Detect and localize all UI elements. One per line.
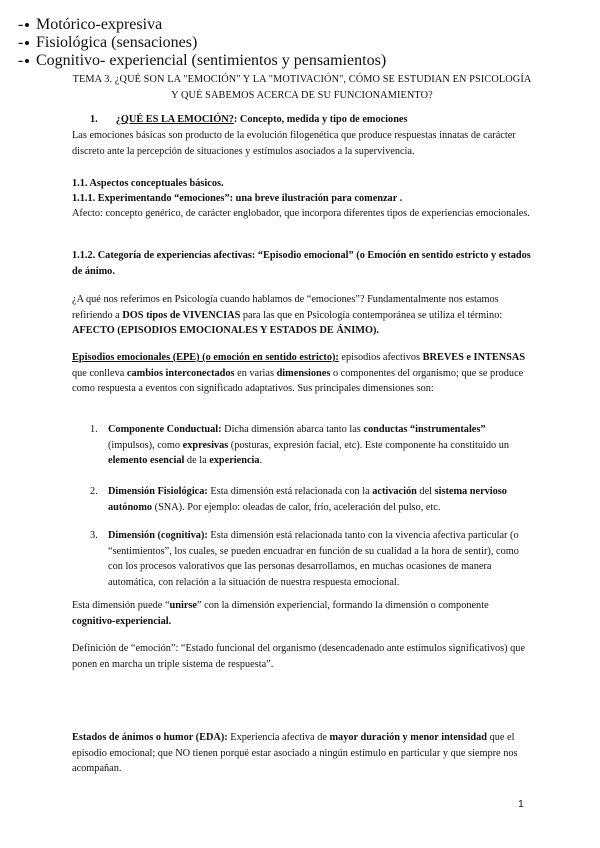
- dimension-lead: Componente Conductual:: [108, 424, 222, 435]
- dimension-lead: Dimensión Fisiológica:: [108, 486, 208, 497]
- dimension-lead: Dimensión (cognitiva):: [108, 530, 208, 541]
- dimension-text-part: Esta dimensión está relacionada con la: [207, 486, 373, 497]
- question-bold-2: AFECTO (EPISODIOS EMOCIONALES Y ESTADOS DE ÁNIMO).: [72, 325, 379, 336]
- dash-bullet: • -: [18, 34, 24, 51]
- union-paragraph: [72, 598, 532, 629]
- epe-text-2: que conlleva: [72, 367, 127, 379]
- dash-bullet: • -: [18, 52, 24, 69]
- mood-states-paragraph: [72, 730, 532, 777]
- mood-bold-1: mayor duración y menor intensidad: [329, 732, 488, 743]
- affect-definition: Afecto: concepto genérico, de carácter englobador, que incorpora diferentes tipos de experiencias emocionales.: [72, 208, 530, 219]
- dimension-text: [108, 422, 532, 469]
- emotion-definition: Definición de “emoción”: “Estado funcional del organismo (desencadenado ante estímulos significativos) que ponen en marcha un triple sistema de respuesta”.: [72, 643, 526, 670]
- dimension-text: [108, 528, 532, 590]
- question-bold-1: DOS tipos de VIVENCIAS: [122, 309, 241, 321]
- dimension-number: 3.: [90, 530, 98, 541]
- epe-bold-2: cambios interconectados: [126, 367, 235, 379]
- dimension-text: [108, 484, 532, 515]
- mood-text-2: que el episodio emocional; que NO tienen porqué estar asociado a ningún estímulo en particular y que siempre nos acompañan.: [72, 732, 518, 774]
- epe-bold-3: dimensiones: [276, 367, 331, 379]
- emotional-episodes-paragraph: [72, 350, 532, 397]
- union-bold-1: unirse: [169, 600, 197, 611]
- response-system-label: Cognitivo- experiencial (sentimientos y pensamientos): [36, 52, 387, 69]
- section-1-heading: [90, 112, 532, 128]
- list-item: [18, 52, 600, 70]
- subsection-1-1-heading: 1.1. Aspectos conceptuales básicos.: [72, 178, 224, 189]
- subsection-1-1-1-heading: 1.1.1. Experimentando “emociones”: una breve ilustración para comenzar .: [72, 193, 403, 204]
- dimension-bold-part: expresivas: [182, 439, 229, 451]
- dash-bullet: • -: [18, 16, 24, 33]
- list-item: [18, 16, 600, 34]
- section-1-heading-rest: : Concepto, medida y tipo de emociones: [233, 114, 408, 125]
- question-paragraph: [72, 292, 532, 339]
- epe-text-3: en varias: [234, 367, 277, 379]
- section-1-number: 1.: [90, 114, 98, 125]
- dimension-bold-part: experiencia: [209, 455, 260, 466]
- dimension-number: 2.: [90, 486, 98, 497]
- mood-states-lead: Estados de ánimos o humor (EDA):: [72, 732, 228, 743]
- emotional-episodes-lead: Episodios emocionales (EPE) (o emoción en sentido estricto):: [72, 352, 339, 363]
- dimension-bold-part: sistema nervioso autónomo: [108, 486, 507, 513]
- union-text-2: ” con la dimensión experiencial, formando la dimensión o componente: [196, 600, 489, 611]
- question-text-1: ¿A qué nos referimos en Psicología cuando hablamos de “emociones”? Fundamentalmente nos estamos refiriendo a: [72, 294, 499, 321]
- list-item: [18, 34, 600, 52]
- dimension-text-part: de la: [184, 455, 210, 466]
- section-1-intro: Las emociones básicas son producto de la evolución filogenética que produce respuestas innatas de carácter discreto ante la percepción de situaciones y estímulos asociados a la supervivencia.: [72, 130, 516, 157]
- page-number: 1: [518, 798, 524, 810]
- dimension-bold-part: activación: [372, 486, 417, 497]
- subsection-1-1-2-heading: 1.1.2. Categoría de experiencias afectivas: “Episodio emocional” (o Emoción en sentido estricto y estados de ánimo.: [72, 250, 531, 277]
- epe-bold-1: BREVES e INTENSAS: [422, 352, 526, 363]
- dimension-text-part: .: [259, 455, 263, 466]
- page-title: TEMA 3. ¿QUÉ SON LA "EMOCIÓN" Y LA "MOTIVACIÓN", CÓMO SE ESTUDIAN EN PSICOLOGÍA Y QUÉ SABEMOS ACERCA DE SU FUNCIONAMIENTO?: [72, 74, 532, 101]
- dimension-text-part: (posturas, expresión facial, etc). Este componente ha constituido un: [228, 439, 510, 451]
- mood-text-1: Experiencia afectiva de: [227, 732, 330, 743]
- dimension-number: 1.: [90, 424, 98, 435]
- dimension-bold-part: conductas “instrumentales”: [363, 424, 486, 435]
- response-systems-list: [0, 16, 600, 70]
- dimension-text-part: (SNA). Por ejemplo: oleadas de calor, frío, aceleración del pulso, etc.: [152, 501, 441, 513]
- response-system-label: Motórico-expresiva: [36, 16, 163, 33]
- dimension-text-part: del: [416, 486, 435, 497]
- union-bold-2: cognitivo-experiencial.: [72, 615, 172, 627]
- response-system-label: Fisiológica (sensaciones): [36, 34, 198, 51]
- question-text-2: para las que en Psicología contemporánea se utiliza el término:: [240, 309, 503, 321]
- epe-text-4: o componentes del organismo; que se produce como respuesta a eventos con significado adaptativos. Sus principales dimensiones son:: [72, 367, 524, 394]
- epe-text-1: episodios afectivos: [338, 352, 423, 363]
- union-text-1: Esta dimensión puede “: [72, 600, 170, 611]
- dimension-text-part: Esta dimensión está relacionada tanto con la vivencia afectiva particular (o “sentimientos”, los cuales, se pueden encuadrar en función de su cualidad a la hora de sentir), como con los procesos valorativos que las personas desarrollamos, en muchas ocasiones de manera automática, con relación a la situación de nuestra respuesta emocional.: [108, 530, 519, 588]
- dimension-bold-part: elemento esencial: [108, 455, 185, 466]
- dimension-text-part: (impulsos), como: [108, 439, 183, 451]
- dimension-text-part: Dicha dimensión abarca tanto las: [221, 424, 364, 435]
- section-1-heading-main: ¿QUÉ ES LA EMOCIÓN?: [115, 114, 234, 125]
